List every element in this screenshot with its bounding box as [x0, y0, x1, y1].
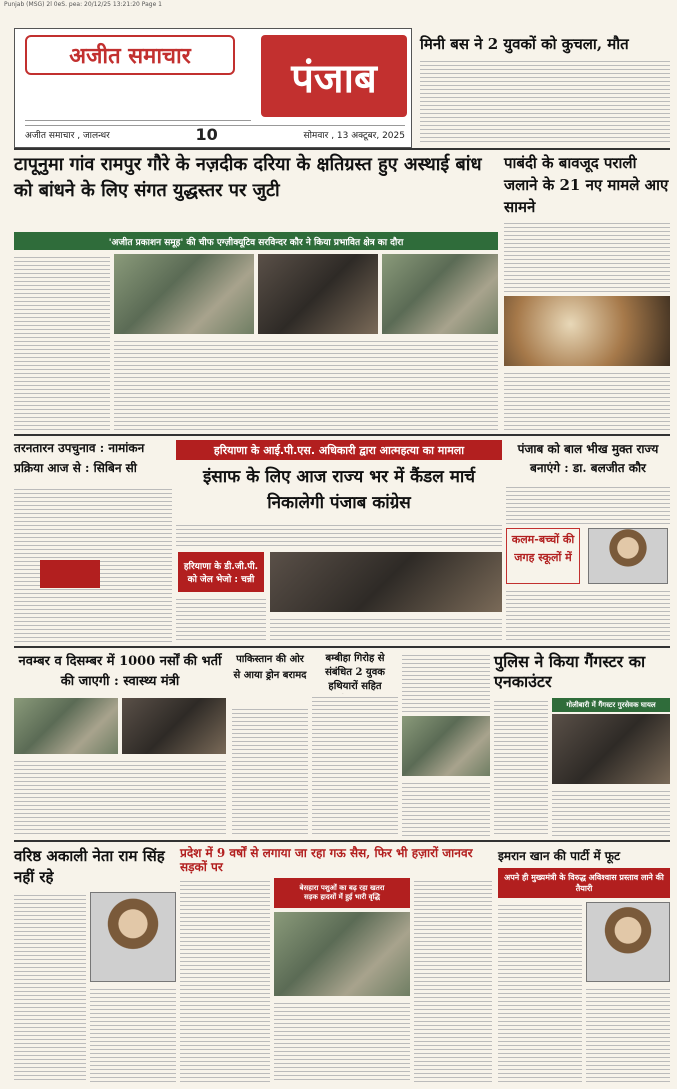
- candle-body-bottom: [270, 616, 502, 642]
- main-headline: टापूनुमा गांव रामपुर गौरे के नज़दीक दरिया के क्षतिग्रस्त हुए अस्थाई बांध को बांधने के लिए संगत युद्धस्तर पर जुटी: [14, 154, 482, 201]
- parali-body-top: [504, 220, 670, 292]
- page-number: 10: [195, 125, 218, 144]
- divider: [14, 646, 670, 648]
- akali-portrait: [90, 892, 176, 982]
- main-body-cols: [114, 338, 498, 430]
- candle-photo: [270, 552, 502, 612]
- encounter-photo: [552, 714, 670, 784]
- akali-headline: वरिष्ठ अकाली नेता राम सिंह नहीं रहे: [14, 847, 165, 886]
- recruit-photo-1: [14, 698, 118, 754]
- imran-headline: इमरान खान की पार्टी में फूट: [498, 849, 621, 863]
- bambiha-photo: [402, 716, 490, 776]
- akali-body-left: [14, 892, 86, 1082]
- minibus-headline: मिनी बस ने 2 युवकों को कुचला, मौत: [420, 35, 629, 53]
- minister-portrait: [588, 528, 668, 584]
- encounter-inset: गोलीबारी में गैंगस्टर गुरसेवक घायल: [552, 698, 670, 712]
- divider: [14, 840, 670, 842]
- gaushala-pullquote: [274, 878, 410, 908]
- print-header: Punjab (MSG) 2l 0eS. pea: 20/12/25 13:21:20 Page 1: [4, 1, 162, 8]
- parali-body-bottom: [504, 370, 670, 430]
- candle-inset: हरियाणा के डी.जी.पी. को जेल भेजो : चन्नी: [178, 552, 264, 592]
- recruit-photo-2: [122, 698, 226, 754]
- tarantaran-inset: [40, 560, 100, 588]
- candle-body-top: [176, 522, 502, 548]
- masthead-right-title: पंजाब: [261, 35, 407, 117]
- ips-banner: हरियाणा के आई.पी.एस. अधिकारी द्वारा आत्महत्या का मामला: [176, 440, 502, 460]
- parali-photo: [504, 296, 670, 366]
- main-strip: 'अजीत प्रकाशन समूह' की चीफ एग्ज़ीक्यूटिव सरविन्दर कौर ने किया प्रभावित क्षेत्र का दौरा: [14, 232, 498, 250]
- imran-body-right: [586, 986, 670, 1082]
- gaushala-body-left: [180, 878, 270, 1082]
- minibus-body: [420, 58, 670, 144]
- candle-body-left: [176, 596, 266, 642]
- imran-body-left: [498, 902, 582, 1082]
- child-beg-body-bottom: [506, 588, 670, 642]
- main-body-col1: [14, 254, 110, 430]
- encounter-body-right: [552, 788, 670, 836]
- masthead: [14, 28, 412, 148]
- child-beg-body-top: [506, 484, 670, 524]
- akali-body-right: [90, 986, 176, 1082]
- parali-headline: पाबंदी के बावजूद पराली जलाने के 21 नए मामले आए सामने: [504, 154, 669, 216]
- bambiha-headline: बम्बीहा गिरोह से संबंधित 2 युवक हथियारों सहित: [325, 653, 385, 692]
- candle-headline: इंसाफ के लिए आज राज्य भर में कैंडल मार्च निकालेगी पंजाब कांग्रेस: [202, 467, 476, 513]
- masthead-left-title: अजीत समाचार: [25, 35, 235, 75]
- main-photo-visit-2: [382, 254, 498, 334]
- divider: [14, 434, 670, 436]
- divider: [14, 148, 670, 150]
- recruit-body: [14, 758, 226, 836]
- gaushala-body-middle: [274, 1000, 410, 1082]
- gaushala-pull-1: बेसहारा पशुओं का बढ़ रहा खतरा: [299, 884, 385, 892]
- masthead-city: अजीत समाचार , जालन्धर: [25, 131, 110, 141]
- bambiha-body-right: [402, 652, 490, 712]
- imran-subhead: अपने ही मुख्यमंत्री के विरुद्ध अविश्वास प्रस्ताव लाने की तैयारी: [498, 868, 670, 898]
- main-photo-river: [114, 254, 254, 334]
- bambiha-body-bottom: [402, 780, 490, 836]
- gaushala-pull-2: सड़क हादसों में हुई भारी वृद्धि: [304, 893, 380, 901]
- masthead-ornament: [25, 81, 251, 121]
- child-beg-headline: पंजाब को बाल भीख मुक्त राज्य बनाएंगे : डा. बलजीत कौर: [517, 442, 659, 475]
- gaushala-headline: प्रदेश में 9 वर्षों से लगाया जा रहा गऊ सैस, फिर भी हज़ारों जानवर सड़कों पर: [180, 846, 473, 874]
- imran-portrait: [586, 902, 670, 982]
- main-photo-visit-1: [258, 254, 378, 334]
- gaushala-body-right: [414, 878, 492, 1082]
- masthead-date: सोमवार , 13 अक्टूबर, 2025: [303, 131, 405, 141]
- drone-headline: पाकिस्तान की ओर से आया ड्रोन बरामद: [233, 654, 307, 681]
- bambiha-body-left: [312, 694, 398, 836]
- encounter-body-left: [494, 698, 548, 836]
- drone-body: [232, 706, 308, 836]
- child-beg-pullquote: कलम-बच्चों की जगह स्कूलों में: [506, 528, 580, 584]
- gaushala-photo: [274, 912, 410, 996]
- masthead-meta: [25, 125, 405, 144]
- recruit-headline: नवम्बर व दिसम्बर में 1000 नर्सों की भर्ती की जाएगी : स्वास्थ्य मंत्री: [18, 654, 222, 689]
- encounter-headline: पुलिस ने किया गैंगस्टर का एनकाउंटर: [494, 652, 646, 691]
- tarantaran-headline: तरनतारन उपचुनाव : नामांकन प्रक्रिया आज से : सिबिन सी: [14, 441, 145, 475]
